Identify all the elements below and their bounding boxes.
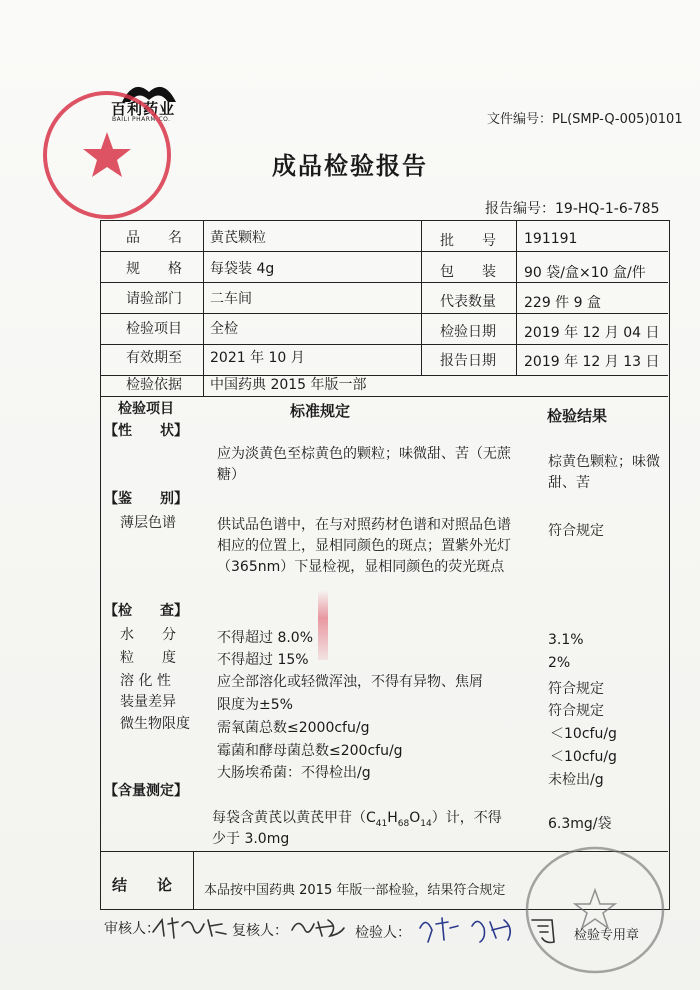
properties-standard: 应为淡黄色至棕黄色的颗粒；味微甜、苦（无蔗糖）: [217, 446, 511, 483]
department-label: 请验部门: [126, 291, 182, 307]
microbial-standard-2: 霉菌和酵母菌总数≤200cfu/g: [217, 743, 403, 759]
tlc-item: 薄层色谱: [120, 515, 176, 531]
quality-department-seal-icon: [38, 86, 176, 224]
test-item-value: 全检: [210, 321, 238, 337]
test-date-value: 2019 年 12 月 04 日: [524, 325, 660, 341]
microbial-item: 微生物限度: [120, 716, 190, 732]
inspector-signature-icon: [414, 912, 524, 948]
document-number: 文件编号：PL(SMP-Q-005)0101: [487, 112, 683, 127]
tlc-standard: 供试品色谱中，在与对照药材色谱和对照品色谱相应的位置上，显相同颜色的斑点；置紫外光灯（365nm）下显检视，显相同颜色的荧光斑点: [217, 517, 511, 575]
inspection-stamp-text: 检验专用章: [574, 928, 640, 943]
test-date-label: 检验日期: [440, 324, 496, 340]
logo-english-text: BAILI PHARM.CO.: [112, 116, 171, 123]
conclusion-label: 结 论: [112, 876, 173, 894]
red-mark: [318, 590, 328, 660]
microbial-standard-1: 需氧菌总数≤2000cfu/g: [217, 720, 370, 736]
tlc-result: 符合规定: [548, 523, 604, 539]
assay-standard-line2: 少于 3.0mg: [212, 831, 290, 847]
weight-variation-standard: 限度为±5%: [217, 697, 293, 713]
section-inspection: 【检 查】: [104, 603, 188, 619]
expiry-value: 2021 年 10 月: [210, 350, 305, 366]
solubility-result: 符合规定: [548, 681, 604, 697]
report-date-value: 2019 年 12 月 13 日: [524, 354, 660, 370]
assay-standard: 每袋含黄芪以黄芪甲苷$(C_{41}H_{68}O_{14})$计，不得: [212, 810, 502, 829]
microbial-result-1: ＜10cfu/g: [550, 726, 617, 742]
column-header-item: 检验项目: [118, 401, 174, 417]
logo-text: 百利药业: [111, 100, 176, 118]
basis-value: 中国药典 2015 年版一部: [210, 377, 367, 393]
water-result: 3.1%: [548, 632, 584, 648]
reviewer-label: 审核人：: [104, 921, 160, 937]
inspection-seal-icon: [520, 840, 670, 980]
product-name-value: 黄芪颗粒: [210, 230, 266, 246]
checker-signature-icon: [288, 912, 348, 942]
page-title: 成品检验报告: [272, 152, 428, 180]
package-value: 90 袋/盒×10 盒/件: [524, 265, 646, 281]
microbial-result-3: 未检出/g: [548, 772, 604, 788]
size-item: 粒 度: [120, 650, 176, 666]
spec-value: 每袋装 4g: [210, 261, 275, 277]
package-label: 包 装: [440, 264, 496, 280]
water-item: 水 分: [120, 627, 176, 643]
microbial-standard-3: 大肠埃希菌：不得检出/g: [217, 765, 371, 781]
reviewer-signature-icon: [150, 912, 230, 942]
weight-variation-item: 装量差异: [120, 694, 176, 710]
assay-result: 6.3mg/袋: [548, 816, 612, 832]
basis-label: 检验依据: [126, 377, 182, 393]
solubility-item: 溶 化 性: [120, 673, 171, 689]
department-value: 二车间: [210, 291, 252, 307]
batch-label: 批 号: [440, 233, 496, 249]
quantity-label: 代表数量: [440, 294, 496, 310]
solubility-standard: 应全部溶化或轻微浑浊，不得有异物、焦屑: [217, 674, 483, 690]
spec-label: 规 格: [126, 261, 182, 277]
report-date-label: 报告日期: [440, 353, 496, 369]
properties-result: 棕黄色颗粒；味微甜、苦: [548, 454, 660, 491]
column-header-standard: 标准规定: [290, 402, 351, 420]
test-item-label: 检验项目: [126, 321, 182, 337]
checker-label: 复核人：: [232, 923, 288, 939]
inspector-label: 检验人：: [355, 925, 411, 941]
column-header-result: 检验结果: [547, 407, 608, 425]
microbial-result-2: ＜10cfu/g: [550, 749, 617, 765]
section-properties: 【性 状】: [104, 423, 188, 439]
size-result: 2%: [548, 655, 571, 671]
product-name-label: 品 名: [126, 230, 182, 246]
section-identification: 【鉴 别】: [104, 491, 188, 507]
expiry-label: 有效期至: [126, 350, 182, 366]
section-assay: 【含量测定】: [104, 783, 188, 799]
report-number: 报告编号：19-HQ-1-6-785: [485, 201, 660, 217]
water-standard: 不得超过 8.0%: [217, 630, 314, 646]
conclusion-text: 本品按中国药典 2015 年版一部检验，结果符合规定: [204, 883, 506, 898]
weight-variation-result: 符合规定: [548, 703, 604, 719]
batch-value: 191191: [524, 231, 578, 247]
quantity-value: 229 件 9 盒: [524, 295, 601, 311]
size-standard: 不得超过 15%: [217, 652, 309, 668]
